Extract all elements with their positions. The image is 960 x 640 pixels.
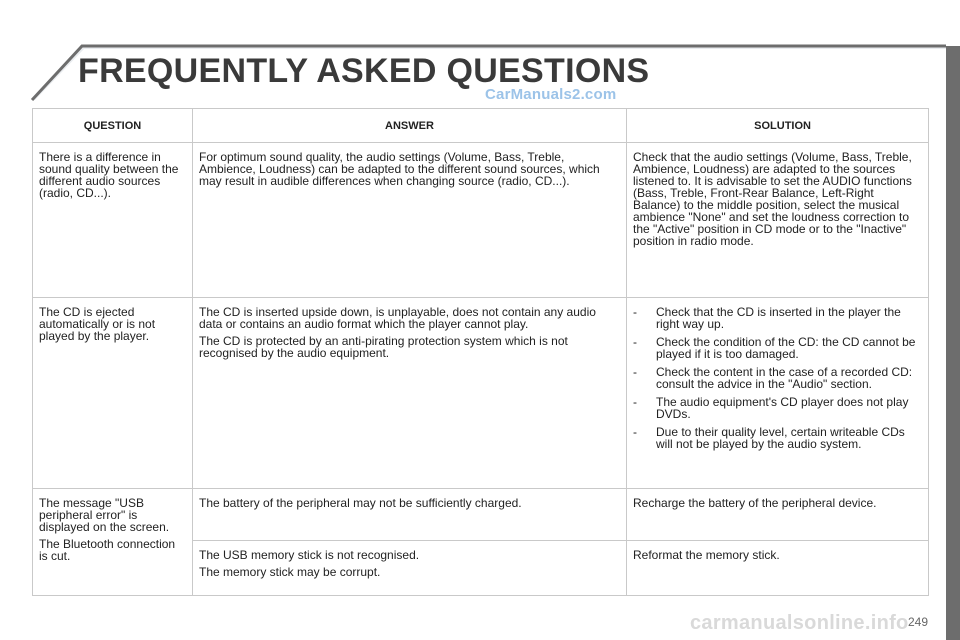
solution-cell [627,489,929,541]
table-row [33,489,929,541]
solution-cell [627,143,929,298]
list-item-text: Check the condition of the CD: the CD cannot be played if it is too damaged. [656,335,916,361]
list-item-text: The audio equipment's CD player does not play DVDs. [656,395,909,421]
faq-table [32,108,929,596]
answer-text: The memory stick may be corrupt. [199,565,381,579]
column-header-question: QUESTION [33,109,193,143]
list-item: - Check the content in the case of a recorded CD: consult the advice in the "Audio" section. [633,365,913,391]
answer-text: The USB memory stick is not recognised. [199,548,420,562]
question-cell [33,143,193,298]
question-cell [33,298,193,489]
column-header-solution: SOLUTION [627,109,929,143]
solution-list [633,306,922,450]
question-text: The message "USB peripheral error" is displayed on the screen. [39,496,170,534]
table-header-row [33,109,929,143]
question-text: There is a difference in sound quality between the different audio sources (radio, CD...). [39,150,179,200]
answer-cell [193,541,627,596]
answer-text: The CD is inserted upside down, is unplayable, does not contain any audio data or contains an audio format which the player cannot play. [199,305,596,331]
column-header-answer: ANSWER [193,109,627,143]
solution-text: Recharge the battery of the peripheral device. [633,496,877,510]
answer-text: The battery of the peripheral may not be sufficiently charged. [199,496,522,510]
right-edge-bar [946,46,960,640]
solution-text: Reformat the memory stick. [633,548,780,562]
list-item: - Due to their quality level, certain writeable CDs will not be played by the audio system. [633,425,905,451]
watermark-bottom: carmanualsonline.info [690,612,909,634]
question-text: The CD is ejected automatically or is not played by the player. [39,305,156,343]
table-row [33,298,929,489]
list-item-text: Due to their quality level, certain writeable CDs will not be played by the audio system. [656,425,905,451]
answer-cell [193,489,627,541]
solution-cell [627,298,929,489]
answer-cell [193,298,627,489]
list-item: - Check that the CD is inserted in the player the right way up. [633,305,901,331]
list-item-text: Check that the CD is inserted in the player the right way up. [656,305,901,331]
answer-text: For optimum sound quality, the audio settings (Volume, Bass, Treble, Ambience, Loudness) can be adapted to the different sound sources, which may result in audible differences when changing source (radio, CD...). [199,150,600,188]
list-item: - The audio equipment's CD player does not play DVDs. [633,395,909,421]
table-row [33,143,929,298]
question-text: The Bluetooth connection is cut. [39,537,176,563]
watermark-top: CarManuals2.com [485,86,617,103]
list-item-text: Check the content in the case of a recorded CD: consult the advice in the "Audio" section. [656,365,913,391]
page-number: 249 [908,615,929,629]
list-item: - Check the condition of the CD: the CD cannot be played if it is too damaged. [633,335,916,361]
answer-text: The CD is protected by an anti-pirating protection system which is not recognised by the audio equipment. [199,334,568,360]
solution-cell [627,541,929,596]
answer-cell [193,143,627,298]
question-cell [33,489,193,596]
page-title: FREQUENTLY ASKED QUESTIONS [78,52,650,90]
solution-text: Check that the audio settings (Volume, Bass, Treble, Ambience, Loudness) are adapted to the sources listened to. It is advisable to set the AUDIO functions (Bass, Treble, Front-Rear Balance, Left-Right Balance) to the middle position, select the musical ambience "None" and set the loudness correction to the "Active" position in CD mode or to the "Inactive" position in radio mode. [633,150,912,248]
